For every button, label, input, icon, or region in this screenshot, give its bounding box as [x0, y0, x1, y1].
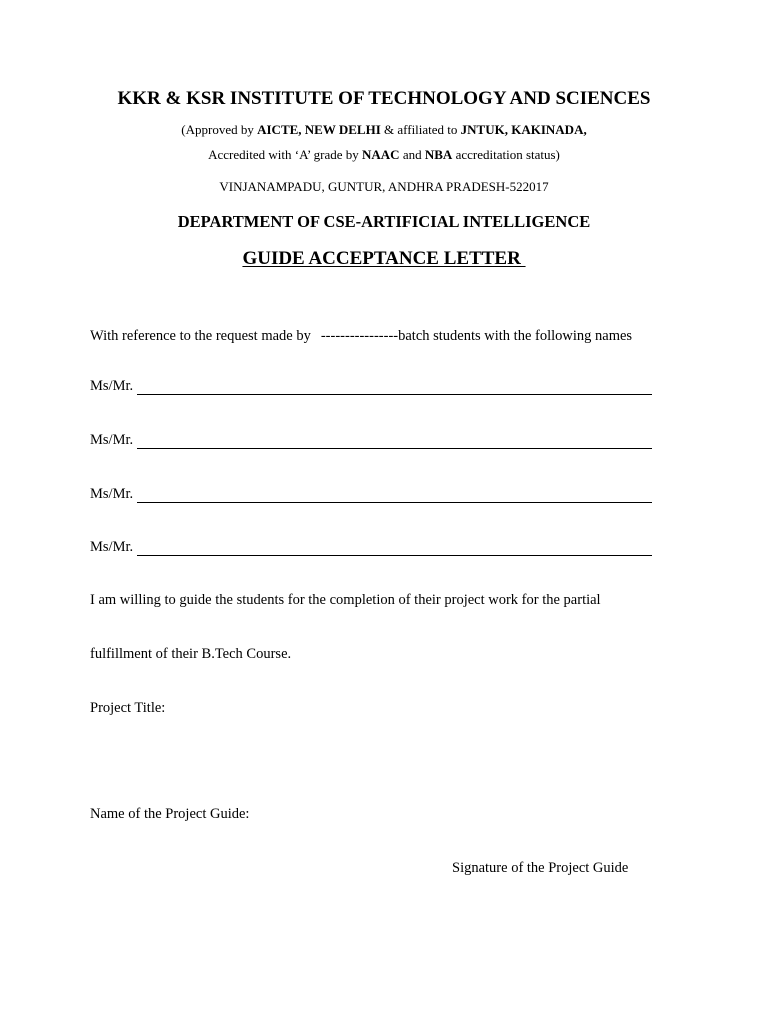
- guide-name-label: Name of the Project Guide:: [90, 806, 250, 822]
- student-name-blank: [137, 541, 652, 556]
- signature-label: Signature of the Project Guide: [452, 860, 629, 876]
- accredited-suffix: accreditation status): [452, 147, 560, 162]
- student-name-blank: [137, 380, 652, 395]
- student-name-row: [90, 432, 652, 449]
- approving-body: AICTE, NEW DELHI: [257, 122, 381, 137]
- student-name-label: Ms/Mr.: [90, 432, 134, 448]
- student-name-blank: [137, 488, 652, 503]
- student-name-label: Ms/Mr.: [90, 486, 134, 502]
- reference-line: [90, 328, 632, 345]
- accreditation-line: [0, 147, 768, 163]
- university-name: JNTUK, KAKINADA,: [460, 122, 587, 137]
- fulfillment-statement: fulfillment of their B.Tech Course.: [90, 646, 292, 662]
- student-name-row: [90, 486, 652, 503]
- student-name-row: [90, 378, 652, 395]
- approval-line: [0, 122, 768, 138]
- department-name: DEPARTMENT OF CSE-ARTIFICIAL INTELLIGENCE: [177, 212, 591, 231]
- nba-text: NBA: [424, 147, 453, 162]
- naac-text: NAAC: [362, 147, 400, 162]
- affiliated-text: & affiliated to: [380, 122, 461, 137]
- willing-statement: I am willing to guide the students for the completion of their project work for the partial: [90, 592, 601, 608]
- student-name-row: [90, 539, 652, 556]
- accredited-prefix: Accredited with ‘A’ grade by: [208, 147, 363, 162]
- institute-name: KKR & KSR INSTITUTE OF TECHNOLOGY AND SCIENCES: [117, 88, 651, 109]
- letter-title: [0, 248, 768, 270]
- approved-prefix: (Approved by: [181, 122, 258, 137]
- letter-title-text: GUIDE ACCEPTANCE LETTER: [242, 248, 526, 269]
- student-name-blank: [137, 434, 652, 449]
- reference-prefix: With reference to the request made by: [90, 328, 311, 344]
- student-name-label: Ms/Mr.: [90, 378, 134, 394]
- project-title-label: Project Title:: [90, 700, 166, 716]
- institute-address: VINJANAMPADU, GUNTUR, ANDHRA PRADESH-522017: [219, 179, 549, 194]
- student-name-label: Ms/Mr.: [90, 539, 134, 555]
- reference-suffix: ----------------batch students with the following names: [320, 328, 633, 344]
- and-text: and: [399, 147, 425, 162]
